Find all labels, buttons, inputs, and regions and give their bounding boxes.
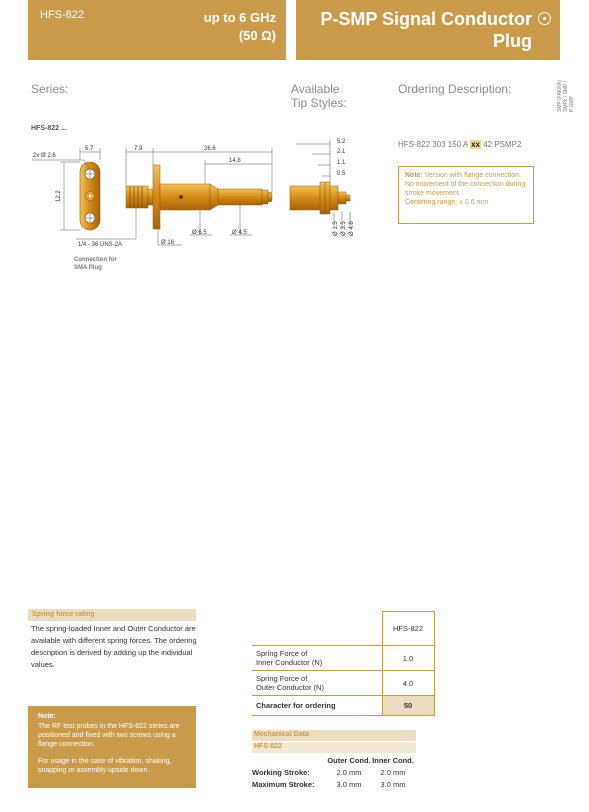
spring-force-table: [252, 611, 435, 716]
dim-dia-1-5: Ø 1.5: [333, 221, 339, 236]
outer-force-label-1: Spring Force of: [256, 674, 308, 683]
working-stroke-label: Working Stroke:: [252, 768, 310, 777]
side-text-line-1: SMP (FAKRA): [557, 80, 563, 112]
probe-side-view: [126, 165, 272, 229]
spring-force-text: The spring-loaded Inner and Outer Conductor are available with different spring forces. The ordering description is derived by adding up the individual values.: [31, 624, 197, 669]
table-row: [252, 779, 415, 791]
table-row: [252, 671, 434, 696]
maximum-stroke-label: Maximum Stroke:: [252, 780, 315, 789]
working-stroke-inner: 2.0 mm: [380, 768, 406, 777]
outer-force-value: 4.0: [382, 671, 434, 696]
usage-note-paragraph-2: For usage in the case of vibration, shaking, snapping or assembly upside down.: [38, 758, 172, 774]
plunger-tube: [218, 189, 262, 205]
col-inner-cond: Inner Cond.: [372, 756, 414, 765]
dim-dia-16: Ø 16: [161, 240, 175, 246]
table-row: [252, 646, 434, 671]
dim-1-1: 1.1: [337, 160, 346, 166]
mechanical-header-row: [252, 755, 415, 767]
dim-12-2: 12.2: [56, 190, 62, 202]
dim-dia-4-6: Ø 4.6: [349, 221, 355, 236]
probe-tip: [268, 192, 272, 202]
usage-note-heading: Note:: [38, 713, 56, 720]
tip-style-drawing: [290, 182, 350, 214]
ordering-code-variable: xx: [471, 140, 480, 149]
col-outer-cond: Outer Cond.: [327, 756, 371, 765]
page-title-line-2: Plug: [493, 31, 532, 51]
ordering-code: [398, 140, 521, 149]
flange-note-label: Note: [405, 172, 421, 179]
probe-body: [160, 184, 210, 210]
spring-force-heading: Spring force rating: [28, 609, 196, 621]
dim-26-6: 26.6: [204, 146, 216, 152]
tip-styles-line-1: Available: [291, 82, 340, 96]
flange-front-view: [80, 162, 100, 230]
inner-force-value: 1.0: [382, 646, 434, 671]
ordering-character-label: Character for ordering: [252, 696, 382, 716]
maximum-stroke-outer: 3.0 mm: [336, 780, 362, 789]
maximum-stroke-inner: 3.0 mm: [380, 780, 406, 789]
side-text-line-3: P-SMP: [569, 96, 575, 112]
series-code: HFS-822 ...: [31, 125, 67, 132]
ordering-code-prefix: HFS-822 303 150 A: [398, 140, 468, 149]
ordering-character-value: 50: [382, 696, 434, 716]
dim-dia-4-5: Ø 4.5: [232, 230, 247, 236]
dim-5-7: 5.7: [85, 146, 94, 152]
usage-note-box: [28, 706, 196, 788]
connection-caption-line-1: Connection for: [74, 257, 117, 263]
tip-styles-line-2: Tip Styles:: [291, 96, 347, 110]
frequency-line-2: (50 Ω): [238, 28, 276, 43]
dim-dia-3-5: Ø 3.5: [341, 221, 347, 236]
inner-force-label-1: Spring Force of: [256, 649, 308, 658]
dim-dia-6-5: Ø 6.5: [192, 230, 207, 236]
working-stroke-outer: 2.0 mm: [336, 768, 362, 777]
table-column-header: HFS-822: [382, 612, 434, 646]
usage-note-paragraph-1: The RF test probes in the HFS-822 series are positioned and fixed with two screws using a flange connection.: [38, 723, 180, 748]
ordering-code-suffix: 42 PSMP2: [483, 140, 522, 149]
outer-force-label-2: Outer Conductor (N): [256, 683, 324, 692]
dim-7-9: 7.9: [134, 146, 143, 152]
mechanical-data-heading: Mechanical Data: [252, 730, 416, 741]
dim-0-5: 0.5: [337, 171, 346, 177]
centering-range: Centering range: ± 0.6 mm: [405, 199, 489, 206]
dim-14-8: 14.8: [229, 158, 241, 164]
mechanical-data-table: [252, 755, 415, 791]
connection-caption-line-2: SMA Plug: [74, 265, 102, 271]
flange-side: [153, 165, 160, 229]
product-code: HFS-822: [40, 9, 85, 21]
dim-2-1: 2.1: [337, 149, 346, 155]
dim-hole-diameter: 2x Ø 2.6: [33, 153, 56, 159]
flange-note-text: : Version with flange connection. No movement of the connection during stroke movement.: [405, 172, 526, 197]
table-row-ordering: [252, 696, 434, 716]
page-title-line-1: P-SMP Signal Conductor: [320, 9, 532, 29]
table-row: [252, 767, 415, 779]
thread-section: [126, 186, 148, 208]
series-label: Series:: [31, 82, 69, 96]
dim-5-2: 5.2: [337, 139, 346, 145]
table-header-row: [252, 612, 434, 646]
connection-caption: [74, 256, 117, 272]
dim-thread: 1/4 - 36 UNS-2A: [78, 242, 123, 248]
inner-force-label-2: Inner Conductor (N): [256, 658, 323, 667]
frequency-line-1: up to 6 GHz: [203, 10, 276, 25]
flange-note-box: [398, 166, 534, 224]
ordering-label: Ordering Description:: [398, 82, 512, 96]
mechanical-data-subheading: HFS-822: [252, 742, 416, 753]
side-text-line-2: SMPL / SMP /: [563, 80, 569, 112]
